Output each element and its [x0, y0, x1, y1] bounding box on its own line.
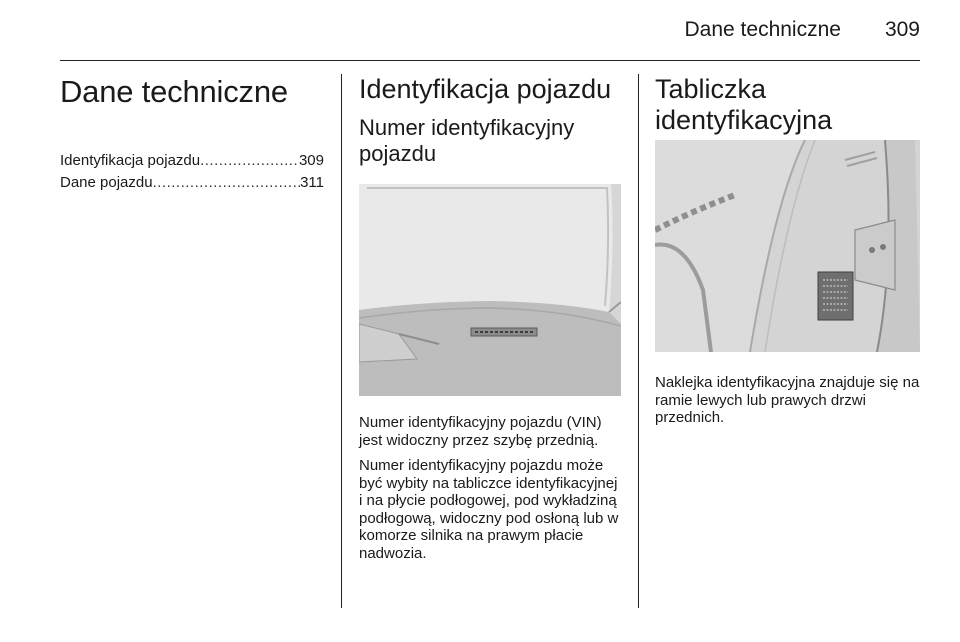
toc-entry-page: 309	[298, 152, 324, 169]
toc-entry-label: Identyfikacja pojazdu	[60, 152, 201, 169]
column-divider-1	[341, 74, 342, 608]
toc-entry-label: Dane pojazdu	[60, 174, 153, 191]
paragraph-vin-locations: Numer identyfikacyjny pojazdu może być wybity na tabliczce identyfikacyjnej i na płycie podłogowej, pod wykładziną podłogową, widoczny pod osłoną lub w komorze silnika na prawym płacie nadwozia.	[359, 457, 619, 562]
chapter-title: Dane techniczne	[60, 74, 288, 109]
toc-entry-vehicle-data[interactable]	[60, 172, 324, 194]
section-title: Tabliczka identyfikacyjna	[655, 74, 833, 135]
column-divider-2	[638, 74, 639, 608]
running-title: Dane techniczne	[684, 18, 841, 41]
chapter-column	[60, 74, 324, 194]
vin-column	[359, 74, 621, 562]
page-number: 309	[884, 18, 920, 41]
section-title: Identyfikacja pojazdu	[359, 74, 612, 104]
paragraph-vin-windshield: Numer identyfikacyjny pojazdu (VIN) jest widoczny przez szybę przednią.	[359, 414, 602, 449]
toc-leader-dots	[153, 172, 301, 194]
identification-plate-column	[655, 74, 920, 427]
toc-entry-vehicle-identification[interactable]	[60, 150, 324, 172]
door-frame-plate-illustration	[655, 140, 920, 352]
windshield-vin-illustration	[359, 184, 621, 396]
header-rule	[60, 60, 920, 61]
paragraph-plate-location: Naklejka identyfikacyjna znajduje się na ramie lewych lub prawych drzwi przednich.	[655, 374, 920, 426]
subsection-title: Numer identyfikacyjny pojazdu	[359, 115, 575, 166]
table-of-contents	[60, 150, 324, 194]
page-header	[685, 18, 920, 42]
toc-leader-dots	[200, 150, 299, 172]
toc-entry-page: 311	[300, 174, 324, 191]
